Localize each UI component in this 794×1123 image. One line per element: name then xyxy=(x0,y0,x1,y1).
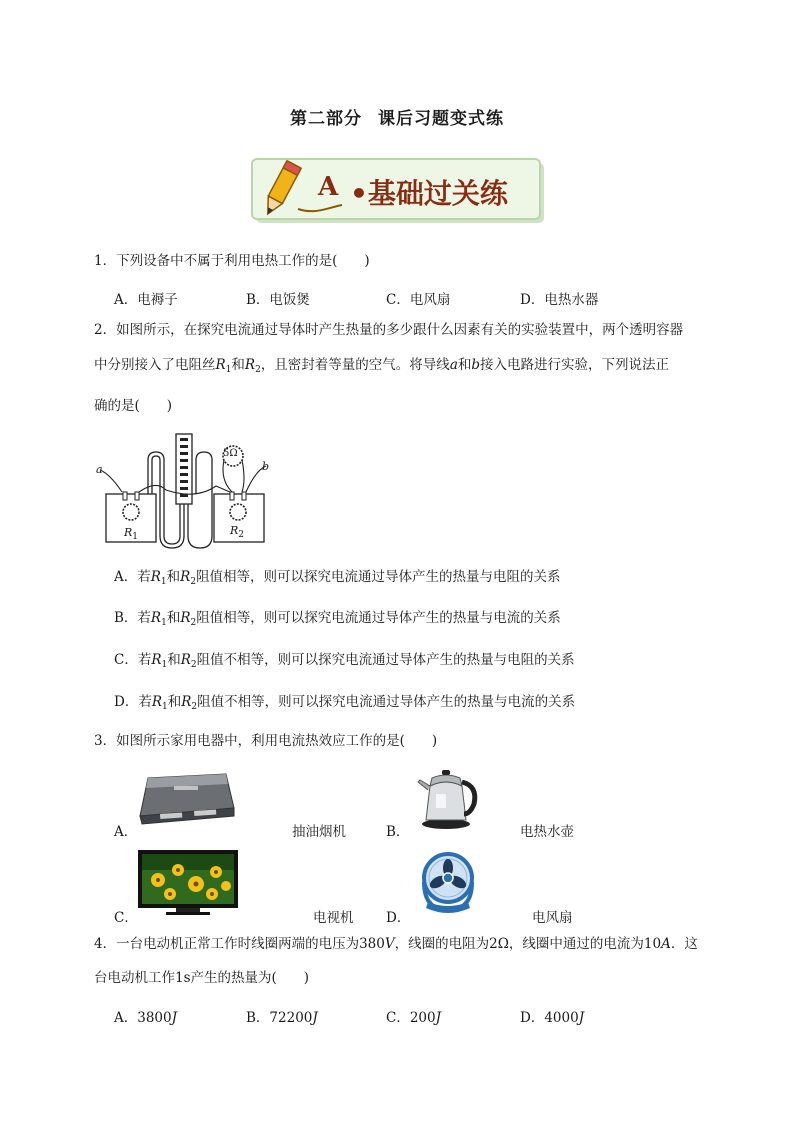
q1-option-b[interactable]: B．电饭煲 xyxy=(246,292,310,308)
joule-heating-apparatus-figure xyxy=(96,430,272,550)
q3-caption-b: 电热水壶 xyxy=(520,824,574,840)
q3-option-c[interactable]: C． xyxy=(114,910,138,926)
q1-option-d[interactable]: D．电热水器 xyxy=(520,292,599,308)
q3-option-b[interactable]: B． xyxy=(386,824,410,840)
q2-stem-line3: 确的是( ) xyxy=(94,398,173,414)
q3-caption-d: 电风扇 xyxy=(532,910,573,926)
apparatus-diagram xyxy=(96,430,272,550)
kettle-icon xyxy=(410,764,480,830)
q2-option-b[interactable]: B．若$R_1$和$R_2$阻值相等，则可以探究电流通过导体产生的热量与电流的关系 xyxy=(114,610,561,628)
electric-fan-image xyxy=(412,848,484,918)
range-hood-image xyxy=(134,770,238,830)
q1-option-a[interactable]: A．电褥子 xyxy=(114,292,178,308)
r1-label: $R_1$ xyxy=(124,526,139,542)
q1-stem: 1．下列设备中不属于利用电热工作的是( ) xyxy=(94,253,370,269)
section-banner xyxy=(246,155,546,227)
part-label: 第二部分 xyxy=(290,109,362,129)
wire-a-label: a xyxy=(96,463,103,476)
wire-b-label: b xyxy=(262,460,270,473)
q1-option-c[interactable]: C．电风扇 xyxy=(386,292,451,308)
electric-kettle-image xyxy=(410,764,480,830)
range-hood-icon xyxy=(134,770,238,830)
r2-label: $R_2$ xyxy=(230,524,245,540)
section-title: 课后习题变式练 xyxy=(378,109,504,129)
q2-stem-line1: 2．如图所示，在探究电流通过导体时产生热量的多少跟什么因素有关的实验装置中，两个透明容器 xyxy=(94,322,684,338)
q4-option-a[interactable]: A．3800J xyxy=(114,1010,178,1026)
television-icon xyxy=(136,848,240,916)
q4-stem-line2: 台电动机工作1s产生的热量为( ) xyxy=(94,970,310,986)
q3-caption-a: 抽油烟机 xyxy=(292,824,346,840)
television-image xyxy=(136,848,240,916)
q3-option-d[interactable]: D． xyxy=(386,910,411,926)
resistor-value-label: 5Ω xyxy=(223,448,238,459)
q2-stem-line2: 中分别接入了电阻丝$R_1$和$R_2$，且密封着等量的空气。将导线a和b接入电路进行实验，下列说法正 xyxy=(94,357,670,375)
q3-caption-c: 电视机 xyxy=(313,910,354,926)
q4-option-c[interactable]: C．200J xyxy=(386,1010,442,1026)
q4-option-d[interactable]: D．4000J xyxy=(520,1010,585,1026)
banner-text: •基础过关练 xyxy=(350,177,508,210)
q4-stem-line1: 4．一台电动机正常工作时线圈两端的电压为380V，线圈的电阻为2Ω，线圈中通过的电流为10A．这 xyxy=(94,936,698,952)
q2-option-d[interactable]: D．若$R_1$和$R_2$阻值不相等，则可以探究电流通过导体产生的热量与电流的关系 xyxy=(114,694,576,712)
q4-option-b[interactable]: B．72200J xyxy=(246,1010,318,1026)
q3-option-a[interactable]: A． xyxy=(114,824,138,840)
q3-stem: 3．如图所示家用电器中，利用电流热效应工作的是( ) xyxy=(94,733,438,749)
q2-option-a[interactable]: A．若$R_1$和$R_2$阻值相等，则可以探究电流通过导体产生的热量与电阻的关系 xyxy=(114,569,561,587)
fan-icon xyxy=(412,848,484,918)
banner-letter: A xyxy=(318,172,339,202)
q2-option-c[interactable]: C．若$R_1$和$R_2$阻值不相等，则可以探究电流通过导体产生的热量与电阻的关系 xyxy=(114,652,575,670)
page-title xyxy=(0,104,794,129)
